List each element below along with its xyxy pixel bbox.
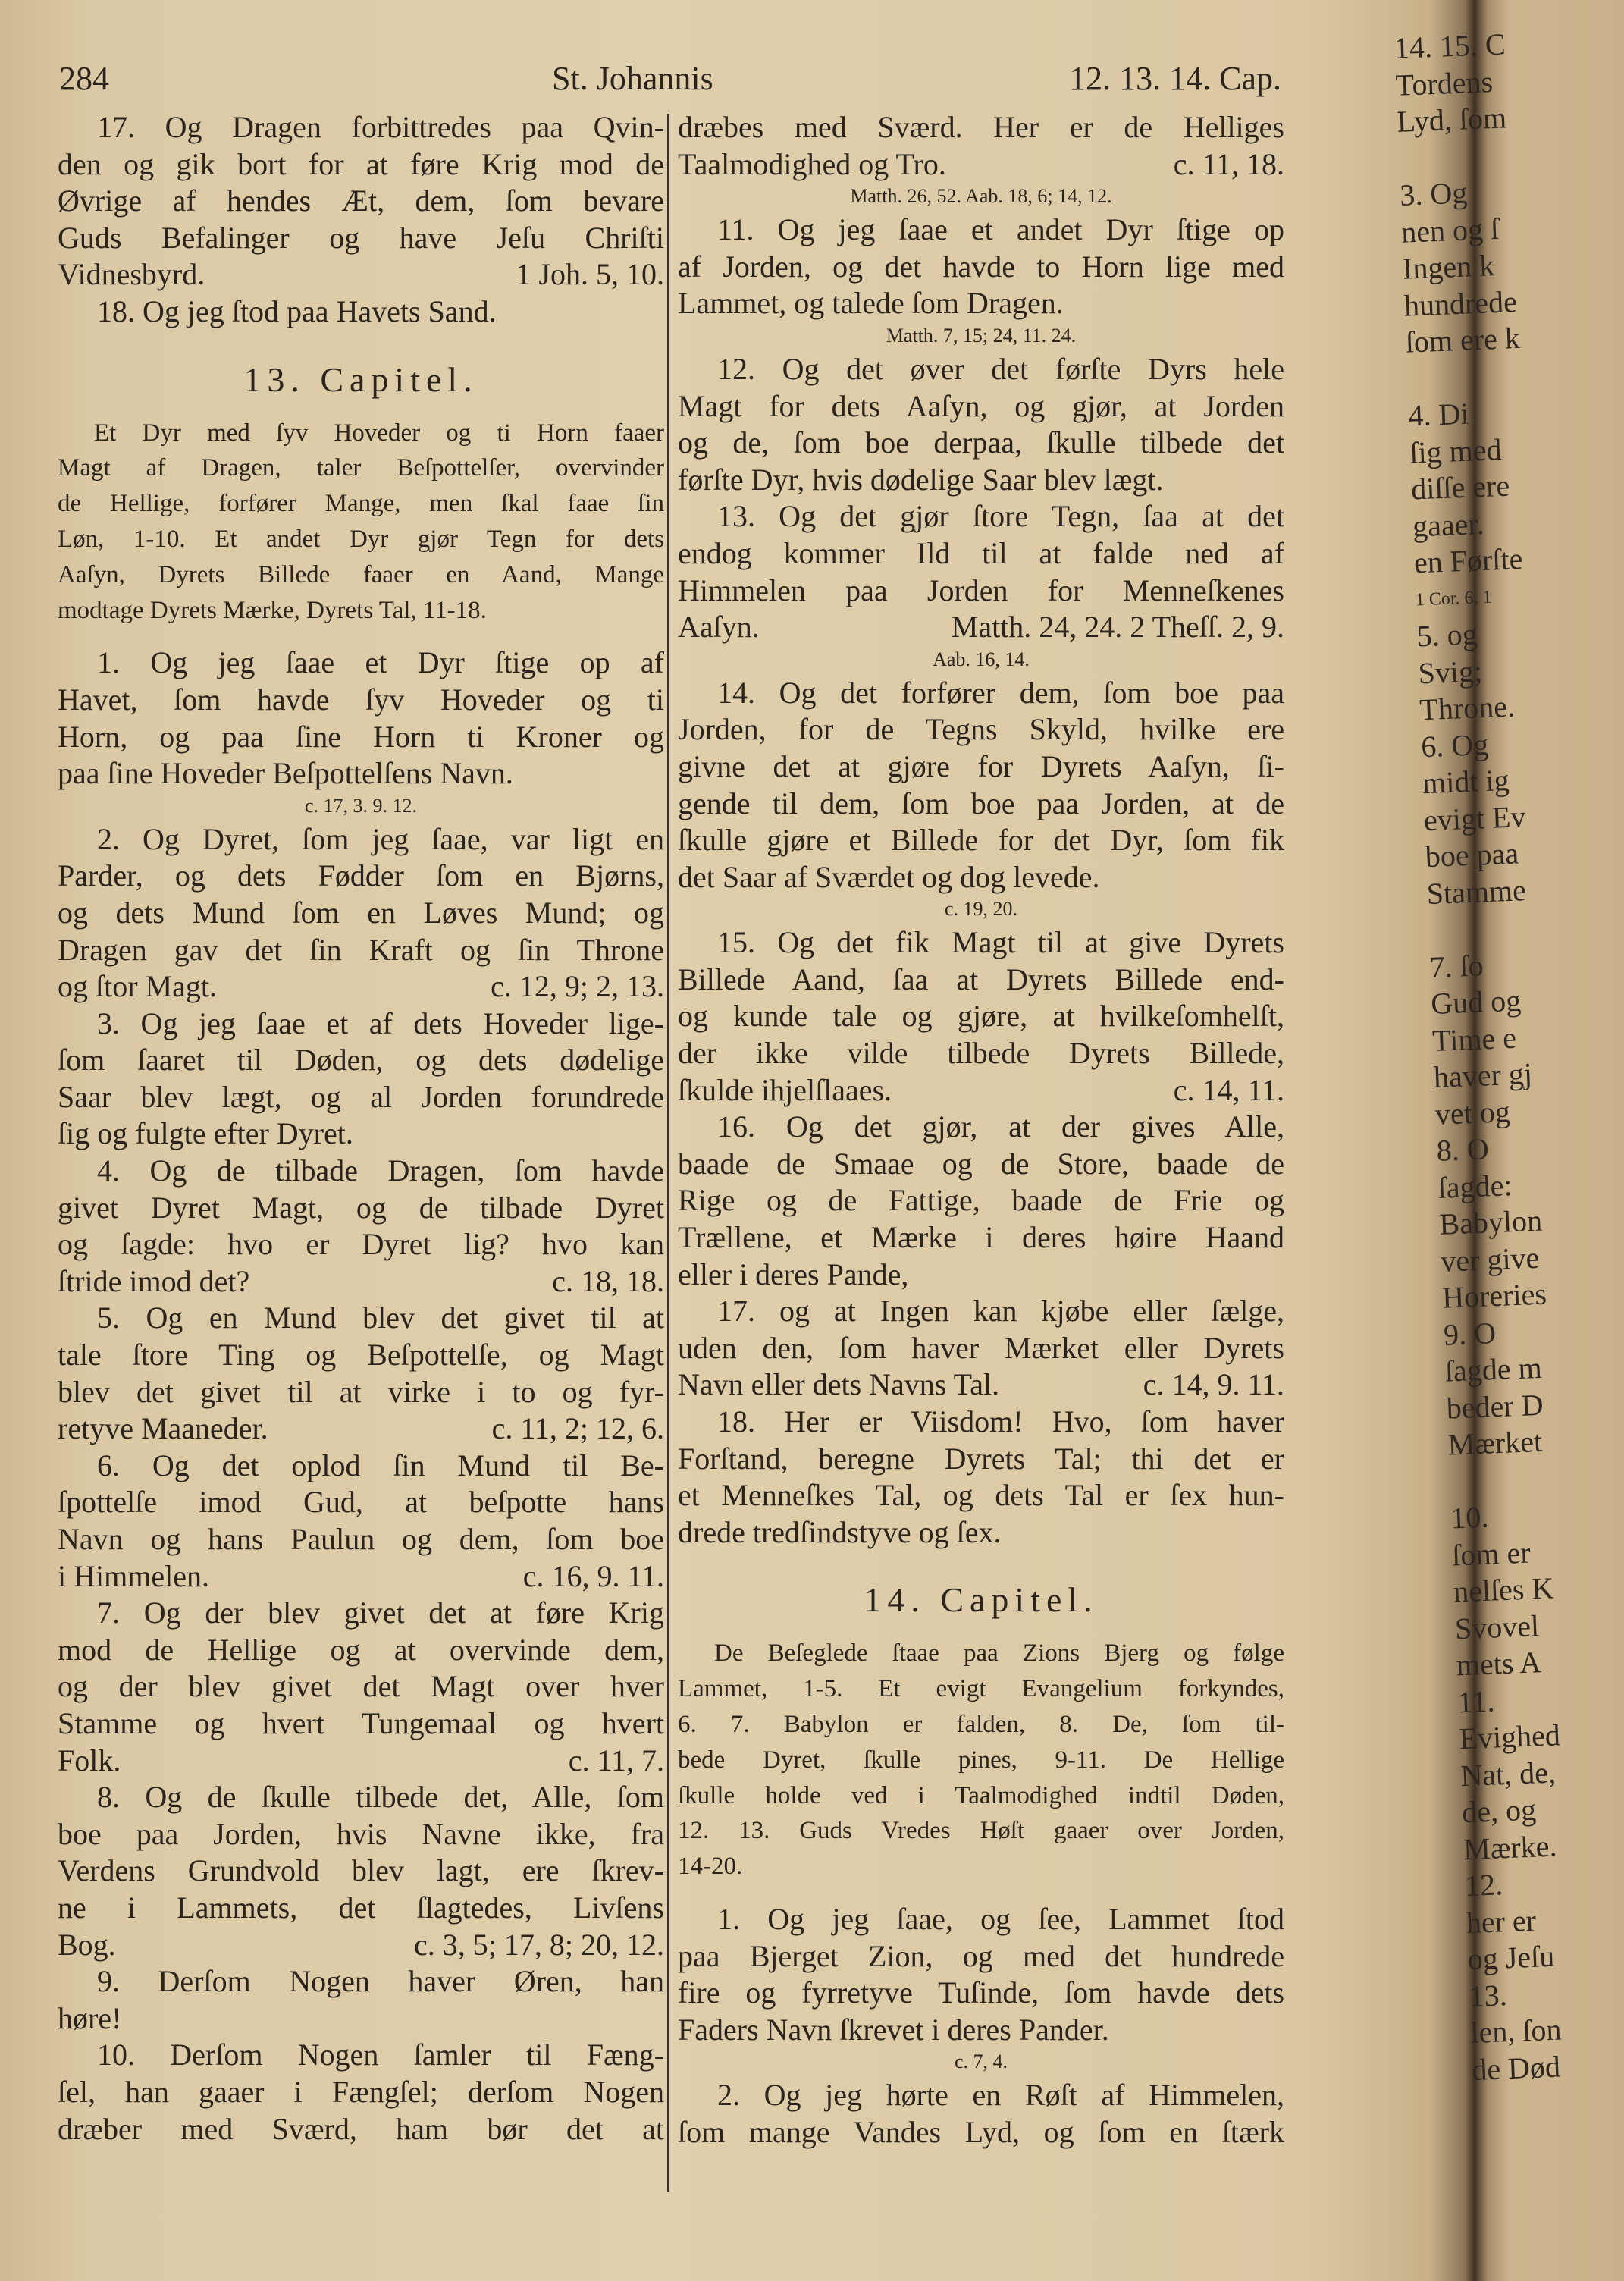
- facing-page-line: ver give: [1440, 1240, 1541, 1279]
- facing-page-line: [1428, 906, 1581, 949]
- facing-page-line: 7. ſo: [1428, 947, 1484, 984]
- verse-line: og ſagde: hvo er Dyret lig? hvo kan: [58, 1227, 664, 1262]
- verse-line: Navn og hans Paulun og dem, ſom boe: [58, 1522, 664, 1556]
- verse-text-end: Aaſyn.: [678, 610, 760, 645]
- verse-line: 1. Og jeg ſaae, og ſee, Lammet ſtod: [717, 1901, 1284, 1936]
- verse-line: førſte Dyr, hvis dødelige Saar blev lægt.: [678, 462, 1164, 497]
- verse-line: [58, 1263, 664, 1301]
- facing-page-line: gaaer.: [1412, 506, 1485, 544]
- verse-text-end: Navn eller dets Navns Tal.: [678, 1367, 1000, 1402]
- facing-page-line: evigt Ev: [1423, 799, 1527, 837]
- facing-page-line: Babylon: [1438, 1203, 1543, 1241]
- verse-line: 18. Her er Viisdom! Hvo, ſom haver: [717, 1404, 1284, 1439]
- verse-line: 5. Og en Mund blev det givet til at: [97, 1301, 664, 1335]
- summary-line: modtage Dyrets Mærke, Dyrets Tal, 11-18.: [58, 596, 487, 624]
- summary-line: bede Dyret, ſkulle pines, 9-11. De Hellige: [678, 1746, 1284, 1774]
- verse-line: 11. Og jeg ſaae et andet Dyr ſtige op: [717, 212, 1284, 247]
- facing-page-line: Gud og: [1430, 983, 1522, 1021]
- verse-paragraph: [678, 675, 1284, 896]
- facing-page-line: ſom ere k: [1404, 320, 1521, 359]
- verse-line: 3. Og jeg ſaae et af dets Hoveder lige-: [97, 1006, 664, 1040]
- verse-line: ſpottelſe imod Gud, at beſpotte hans: [58, 1485, 664, 1520]
- facing-page-line: [1398, 135, 1551, 177]
- verse-line: Magt for dets Aaſyn, og gjør, at Jorden: [678, 388, 1284, 423]
- verse-line: 18. Og jeg ſtod paa Havets Sand.: [97, 293, 497, 328]
- verse-line: et Menneſkes Tal, og dets Tal er ſex hun-: [678, 1478, 1284, 1513]
- verse-line: ſom ſaaret til Døden, og dets dødelige: [58, 1043, 664, 1078]
- facing-page-line: nelſes K: [1453, 1570, 1555, 1609]
- facing-page-line: 9. O: [1443, 1315, 1497, 1352]
- verse-line: Saar blev lægt, og al Jorden forundrede: [58, 1079, 664, 1114]
- facing-page-line: 5. og: [1416, 617, 1478, 654]
- facing-page-line: 3. Og: [1399, 175, 1469, 212]
- verse-line: Parder, og dets Fødder ſom en Bjørns,: [58, 858, 664, 893]
- verse-line: 8. Og de ſkulle tilbede det, Alle, ſom: [97, 1780, 664, 1815]
- verse-line: 16. Og det gjør, at der gives Alle,: [717, 1109, 1284, 1144]
- cross-reference: c. 7, 4.: [954, 2050, 1008, 2073]
- verse-line: drede tredſindstyve og ſex.: [678, 1514, 1002, 1549]
- verse-line: 4. Og de tilbade Dragen, ſom havde: [97, 1153, 664, 1188]
- verse-paragraph: [58, 293, 664, 331]
- verse-line: Havet, ſom havde ſyv Hoveder og ti: [58, 682, 664, 717]
- facing-page-line: [1449, 1457, 1602, 1500]
- facing-page-line: Tordens: [1394, 64, 1494, 102]
- verse-line: dræber med Sværd, ham bør det at: [58, 2111, 664, 2146]
- cross-reference: c. 17, 3. 9. 12.: [304, 794, 418, 817]
- verse-line: eller i deres Pande,: [678, 1257, 909, 1291]
- verse-line: 9. Derſom Nogen haver Øren, han: [97, 1964, 664, 1999]
- verse-line: Forſtand, beregne Dyrets Tal; thi det er: [678, 1441, 1284, 1476]
- facing-page-line: 14. 15. C: [1394, 27, 1506, 65]
- chapter-heading: 13. Capitel.: [243, 359, 478, 399]
- verse-line: [58, 968, 664, 1006]
- verse-paragraph: [58, 821, 664, 1006]
- facing-page-line: vet og: [1434, 1093, 1511, 1131]
- chapter-heading: 14. Capitel.: [864, 1580, 1099, 1620]
- verse-line: Billede Aand, ſaa at Dyrets Billede end-: [678, 962, 1284, 996]
- verse-line: ſig og fulgte efter Dyret.: [58, 1116, 353, 1151]
- verse-paragraph: [678, 1404, 1284, 1551]
- verse-line: gende til dem, ſom boe paa Jorden, at de: [678, 786, 1284, 820]
- verse-line: [678, 146, 1284, 184]
- facing-page-line: beder D: [1445, 1387, 1544, 1426]
- scripture-reference: c. 18, 18.: [552, 1263, 664, 1298]
- verse-paragraph: [678, 1109, 1284, 1293]
- verse-line: Øvrige af hendes Æt, dem, ſom bevare: [58, 184, 664, 218]
- verse-line: Rige og de Fattige, baade de Frie og: [678, 1183, 1284, 1218]
- verse-text-end: i Himmelen.: [58, 1558, 209, 1593]
- chapter-range: 12. 13. 14. Cap.: [1069, 60, 1281, 97]
- verse-paragraph: [678, 924, 1284, 1109]
- verse-paragraph: [58, 1779, 664, 1963]
- verse-paragraph: [678, 351, 1284, 498]
- verse-line: baade de Smaae og de Store, baade de: [678, 1146, 1284, 1181]
- verse-line: der ikke vilde tilbede Dyrets Billede,: [678, 1036, 1284, 1071]
- verse-line: 10. Derſom Nogen ſamler til Fæng-: [97, 2038, 664, 2072]
- verse-line: 2. Og Dyret, ſom jeg ſaae, var ligt en: [97, 821, 664, 856]
- verse-line: 17. Og Dragen forbittredes paa Qvin-: [97, 110, 664, 144]
- verse-line: 12. Og det øver det førſte Dyrs hele: [717, 351, 1284, 386]
- verse-paragraph: [58, 109, 664, 293]
- facing-page-line: Evighed: [1458, 1718, 1561, 1756]
- verse-paragraph: [678, 498, 1284, 645]
- scripture-reference: c. 12, 9; 2, 13.: [491, 969, 664, 1004]
- scripture-reference: c. 3, 5; 17, 8; 20, 12.: [414, 1927, 664, 1962]
- verse-line: Faders Navn ſkrevet i deres Pander.: [678, 2012, 1109, 2047]
- verse-line: 6. Og det oplod ſin Mund til Be-: [97, 1448, 664, 1482]
- verse-paragraph: [678, 1901, 1284, 2048]
- summary-line: De Beſeglede ſtaae paa Zions Bjerg og følge: [714, 1639, 1284, 1668]
- facing-page-line: en Førſte: [1413, 541, 1524, 580]
- verse-text-end: ſtride imod det?: [58, 1263, 250, 1298]
- facing-page-line: nen og ſ: [1400, 211, 1500, 249]
- verse-line: paa Bjerget Zion, og med det hundrede: [678, 1938, 1284, 1973]
- verse-text-end: Taalmodighed og Tro.: [678, 146, 946, 181]
- facing-page-line: hundrede: [1403, 284, 1518, 323]
- facing-page-line: Mærket: [1447, 1423, 1543, 1462]
- verse-line: uden den, ſom haver Mærket eller Dyrets: [678, 1330, 1284, 1365]
- facing-page-line: Stamme: [1425, 872, 1527, 911]
- cross-reference: Matth. 7, 15; 24, 11. 24.: [886, 324, 1077, 347]
- verse-paragraph: [58, 645, 664, 792]
- facing-page-line: mets A: [1455, 1645, 1542, 1683]
- facing-page-line: diſſe ere: [1410, 468, 1510, 507]
- verse-line: Stamme og hvert Tungemaal og hvert: [58, 1705, 664, 1740]
- verse-line: Jorden, for de Tegns Skyld, hvilke ere: [678, 712, 1284, 747]
- summary-line: Løn, 1-10. Et andet Dyr gjør Tegn for dets: [58, 525, 664, 553]
- verse-paragraph: [678, 2077, 1284, 2151]
- verse-line: [678, 1072, 1284, 1109]
- verse-line: høre!: [58, 2000, 122, 2035]
- verse-line: boe paa Jorden, hvis Navne ikke, fra: [58, 1816, 664, 1851]
- scripture-reference: 1 Joh. 5, 10.: [516, 257, 664, 292]
- verse-line: Trællene, et Mærke i deres høire Haand: [678, 1220, 1284, 1255]
- page-number: 284: [59, 60, 109, 97]
- column-divider: [667, 114, 669, 2192]
- right-text-column: [678, 109, 1284, 2151]
- verse-line: tale ſtore Ting og Beſpottelſe, og Magt: [58, 1338, 664, 1373]
- verse-line: af Jorden, og det havde to Horn lige med: [678, 249, 1284, 284]
- verse-text-end: ſkulde ihjelſlaaes.: [678, 1072, 892, 1107]
- verse-line: blev det givet til at virke i to og fyr-: [58, 1374, 664, 1409]
- verse-line: ne i Lammets, det ſlagtedes, Livſens: [58, 1890, 664, 1925]
- facing-page-line: Throne.: [1419, 689, 1516, 727]
- facing-page-line: Mærke.: [1463, 1828, 1558, 1866]
- facing-page-line: Ingen k: [1402, 248, 1495, 286]
- verse-text-end: Vidnesbyrd.: [58, 257, 205, 292]
- facing-page-line: Lyd, ſom: [1396, 100, 1507, 139]
- facing-page-line: 1 Cor. 6, 1: [1415, 587, 1492, 610]
- facing-page-line: 11.: [1456, 1683, 1496, 1719]
- facing-page-line: 6. Og: [1420, 726, 1489, 764]
- verse-line: 17. og at Ingen kan kjøbe eller ſælge,: [717, 1294, 1284, 1329]
- verse-line: Guds Befalinger og have Jeſu Chriſti: [58, 220, 664, 255]
- verse-line: Dragen gav det ſin Kraft og ſin Throne: [58, 932, 664, 967]
- summary-line: 12. 13. Guds Vredes Høſt gaaer over Jorden,: [678, 1817, 1284, 1845]
- scripture-reference: c. 14, 9. 11.: [1143, 1367, 1284, 1402]
- verse-line: den og gik bort for at føre Krig mod de: [58, 146, 664, 181]
- summary-line: Magt af Dragen, taler Beſpottelſer, overvinder: [58, 454, 664, 482]
- facing-page-line: Horeries: [1441, 1276, 1547, 1315]
- verse-line: mod de Hellige og at overvinde dem,: [58, 1632, 664, 1667]
- facing-page-line: 8. O: [1435, 1131, 1490, 1168]
- verse-line: fire og fyrretyve Tuſinde, ſom havde dets: [678, 1975, 1284, 2010]
- running-header: [59, 59, 1281, 102]
- verse-paragraph: [678, 212, 1284, 322]
- summary-line: ſkulle holde ved i Taalmodighed indtil Døden,: [678, 1781, 1284, 1809]
- scripture-reference: Matth. 24, 24. 2 Theſſ. 2, 9.: [951, 610, 1284, 645]
- scripture-reference: c. 11, 18.: [1173, 146, 1284, 181]
- verse-line: [58, 1927, 664, 1964]
- verse-text-end: Bog.: [58, 1927, 116, 1962]
- verse-paragraph: [58, 1153, 664, 1300]
- summary-line: Et Dyr med ſyv Hoveder og ti Horn faaer: [94, 419, 664, 447]
- facing-page-line: 12.: [1464, 1867, 1503, 1903]
- facing-page-edge: [1394, 24, 1624, 2088]
- verse-line: ſom mange Vandes Lyd, og ſom en ſtærk: [678, 2114, 1284, 2149]
- facing-page-line: her er: [1465, 1903, 1537, 1940]
- facing-page-line: ſagde:: [1437, 1167, 1513, 1205]
- facing-page-line: haver gj: [1433, 1056, 1533, 1094]
- verse-paragraph: [58, 1963, 664, 2037]
- verse-line: givne det at gjøre for Dyrets Aaſyn, ſi-: [678, 748, 1284, 783]
- verse-line: og de, ſom boe derpaa, ſkulle tilbede det: [678, 425, 1284, 460]
- summary-line: 6. 7. Babylon er falden, 8. De, ſom til-: [678, 1710, 1284, 1738]
- left-text-column: [58, 109, 664, 2148]
- facing-page-line: 10.: [1450, 1499, 1490, 1536]
- verse-paragraph: [678, 1293, 1284, 1404]
- facing-page-line: Time e: [1431, 1020, 1517, 1058]
- summary-line: Lammet, 1-5. Et evigt Evangelium forkyndes,: [678, 1675, 1284, 1703]
- verse-paragraph: [58, 2037, 664, 2148]
- verse-line: paa ſine Hoveder Beſpottelſens Navn.: [58, 756, 513, 791]
- verse-line: og kunde tale og gjøre, at hvilkeſomhelſt,: [678, 999, 1284, 1034]
- facing-page-line: len, ſon: [1469, 2012, 1563, 2050]
- verse-line: givet Dyret Magt, og de tilbade Dyret: [58, 1190, 664, 1225]
- facing-page-line: de Død: [1471, 2049, 1561, 2087]
- scripture-reference: c. 11, 7.: [568, 1743, 664, 1777]
- facing-page-line: midt ig: [1422, 762, 1510, 801]
- facing-page-line: boe paa: [1424, 836, 1519, 874]
- chapter-summary: [678, 1636, 1284, 1884]
- verse-line: [58, 1743, 664, 1780]
- verse-line: og dets Mund ſom en Løves Mund; og: [58, 895, 664, 930]
- scripture-reference: c. 14, 11.: [1173, 1072, 1284, 1107]
- facing-page-line: [1406, 356, 1560, 398]
- verse-line: og der blev givet det Magt over hver: [58, 1669, 664, 1704]
- summary-line: 14-20.: [678, 1853, 743, 1881]
- summary-line: de Hellige, forfører Mange, men ſkal faae ſin: [58, 490, 664, 518]
- verse-line: 1. Og jeg ſaae et Dyr ſtige op af: [97, 645, 664, 680]
- verse-text-end: retyve Maaneder.: [58, 1411, 268, 1446]
- facing-page-line: de, og: [1461, 1792, 1537, 1830]
- verse-line: dræbes med Sværd. Her er de Helliges: [678, 110, 1284, 144]
- verse-line: 14. Og det forfører dem, ſom boe paa: [717, 675, 1284, 710]
- verse-text-end: og ſtor Magt.: [58, 969, 217, 1004]
- facing-page-line: og Jeſu: [1466, 1938, 1555, 1977]
- scripture-reference: c. 11, 2; 12, 6.: [491, 1411, 664, 1446]
- cross-reference: Aab. 16, 14.: [933, 648, 1030, 670]
- facing-page-line: 4. Di: [1407, 396, 1470, 433]
- verse-paragraph: [678, 109, 1284, 183]
- facing-page-line: ſagde m: [1444, 1350, 1543, 1388]
- verse-text-end: Folk.: [58, 1743, 121, 1777]
- verse-paragraph: [58, 1448, 664, 1595]
- verse-paragraph: [58, 1006, 664, 1153]
- verse-line: det Saar af Sværdet og dog levede.: [678, 859, 1100, 894]
- verse-line: 2. Og jeg hørte en Røſt af Himmelen,: [717, 2078, 1284, 2113]
- verse-paragraph: [58, 1595, 664, 1779]
- verse-line: endog kommer Ild til at falde ned af: [678, 535, 1284, 570]
- verse-line: 15. Og det fik Magt til at give Dyrets: [717, 925, 1284, 960]
- verse-line: [678, 609, 1284, 646]
- verse-paragraph: [58, 1300, 664, 1447]
- summary-line: Aaſyn, Dyrets Billede faaer en Aand, Mange: [58, 560, 664, 588]
- facing-page-line: 13.: [1468, 1977, 1508, 2013]
- facing-page-line: Svovel: [1454, 1608, 1540, 1646]
- facing-page-line: Svig;: [1417, 653, 1483, 690]
- verse-line: [58, 1558, 664, 1595]
- verse-line: ſkulle gjøre et Billede for det Dyr, ſom fik: [678, 823, 1284, 858]
- verse-line: [58, 256, 664, 293]
- cross-reference: Matth. 26, 52. Aab. 18, 6; 14, 12.: [850, 185, 1112, 208]
- book-title: St. Johannis: [552, 60, 713, 97]
- facing-page-line: ſom er: [1451, 1535, 1532, 1573]
- verse-line: ſel, han gaaer i Fængſel; derſom Nogen: [58, 2074, 664, 2109]
- facing-page-line: ſig med: [1409, 431, 1503, 470]
- verse-line: Horn, og paa ſine Horn ti Kroner og: [58, 719, 664, 754]
- verse-line: [58, 1410, 664, 1448]
- verse-line: 13. Og det gjør ſtore Tegn, ſaa at det: [717, 499, 1284, 534]
- verse-line: Lammet, og talede ſom Dragen.: [678, 286, 1064, 321]
- cross-reference: c. 19, 20.: [944, 898, 1018, 921]
- chapter-summary: [58, 416, 664, 629]
- verse-line: Himmelen paa Jorden for Menneſkenes: [678, 573, 1284, 607]
- verse-line: [678, 1366, 1284, 1404]
- facing-page-line: Nat, de,: [1459, 1755, 1557, 1793]
- scripture-reference: c. 16, 9. 11.: [522, 1558, 664, 1593]
- verse-line: 7. Og der blev givet det at føre Krig: [97, 1595, 664, 1630]
- verse-line: Verdens Grundvold blev lagt, ere ſkrev-: [58, 1853, 664, 1888]
